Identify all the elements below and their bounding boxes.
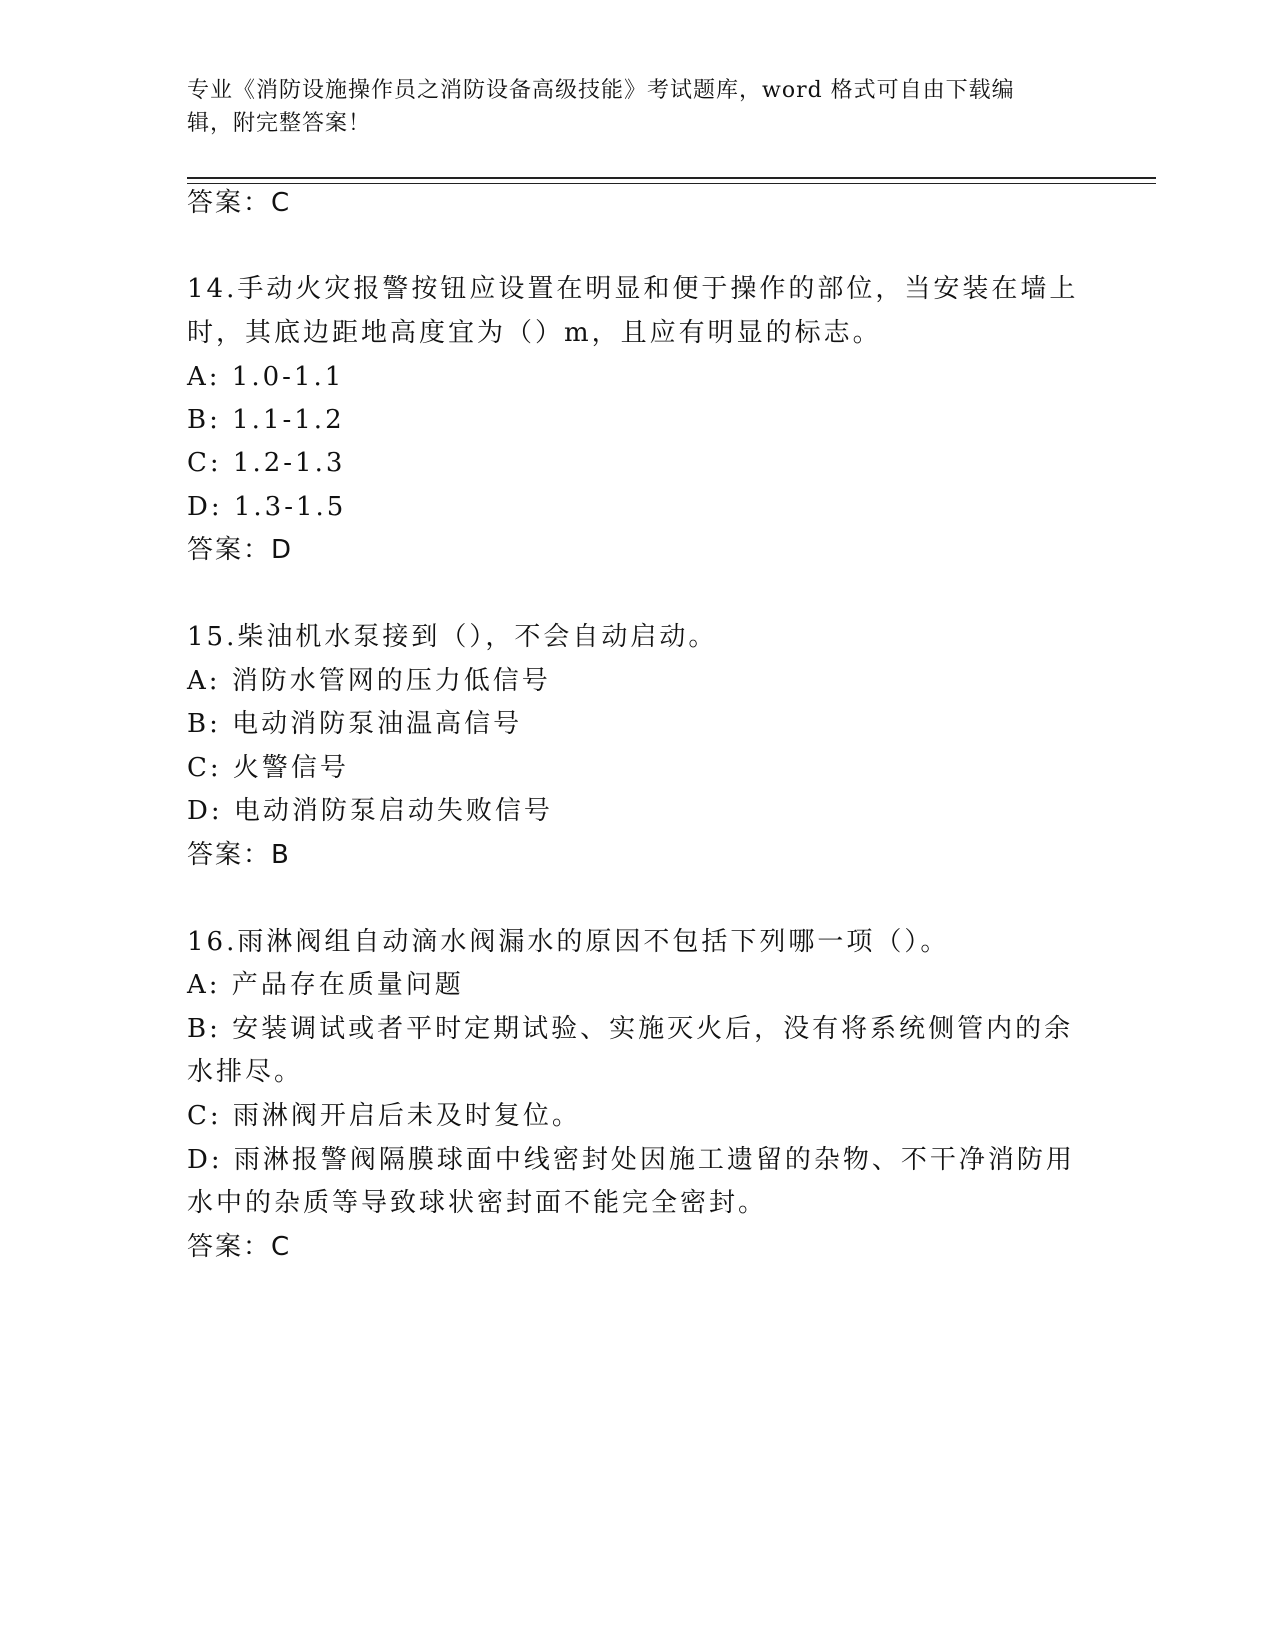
q16-option-a: A: 产品存在质量问题 xyxy=(187,970,464,1000)
q16-option-b-line-2: 水排尽。 xyxy=(187,1057,304,1087)
q14-option-b: B: 1.1-1.2 xyxy=(187,405,345,435)
q16-option-d-line-1: D: 雨淋报警阀隔膜球面中线密封处因施工遗留的杂物、不干净消防用 xyxy=(187,1145,1075,1175)
q15-option-d: D: 电动消防泵启动失败信号 xyxy=(187,796,553,826)
q14-stem-line-1: 14.手动火灾报警按钮应设置在明显和便于操作的部位，当安装在墙上 xyxy=(187,274,1079,304)
answer-q13: 答案：C xyxy=(187,188,292,218)
q14-option-c: C: 1.2-1.3 xyxy=(187,448,346,478)
q16-option-b-line-1: B: 安装调试或者平时定期试验、实施灭火后，没有将系统侧管内的余 xyxy=(187,1014,1074,1044)
header-divider-thin xyxy=(187,183,1156,184)
q14-option-a: A: 1.0-1.1 xyxy=(187,362,345,392)
q15-stem: 15.柴油机水泵接到（），不会自动启动。 xyxy=(187,622,718,652)
answer-q16: 答案：C xyxy=(187,1232,292,1262)
q14-stem-line-2: 时，其底边距地高度宜为（）m，且应有明显的标志。 xyxy=(187,318,882,348)
q15-option-c: C: 火警信号 xyxy=(187,753,349,783)
q16-stem: 16.雨淋阀组自动滴水阀漏水的原因不包括下列哪一项（）。 xyxy=(187,927,950,957)
page-header xyxy=(187,74,1067,140)
q16-option-d-line-2: 水中的杂质等导致球状密封面不能完全密封。 xyxy=(187,1188,768,1218)
header-line-1: 专业《消防设施操作员之消防设备高级技能》考试题库，word 格式可自由下载编 xyxy=(187,78,1015,103)
q15-option-b: B: 电动消防泵油温高信号 xyxy=(187,709,523,739)
q15-option-a: A: 消防水管网的压力低信号 xyxy=(187,666,551,696)
q14-option-d: D: 1.3-1.5 xyxy=(187,492,347,522)
header-line-2: 辑，附完整答案！ xyxy=(187,111,372,136)
q16-option-c: C: 雨淋阀开启后未及时复位。 xyxy=(187,1101,581,1131)
answer-q15: 答案：B xyxy=(187,840,291,870)
header-divider-thick xyxy=(187,177,1156,179)
answer-q14: 答案：D xyxy=(187,535,294,565)
